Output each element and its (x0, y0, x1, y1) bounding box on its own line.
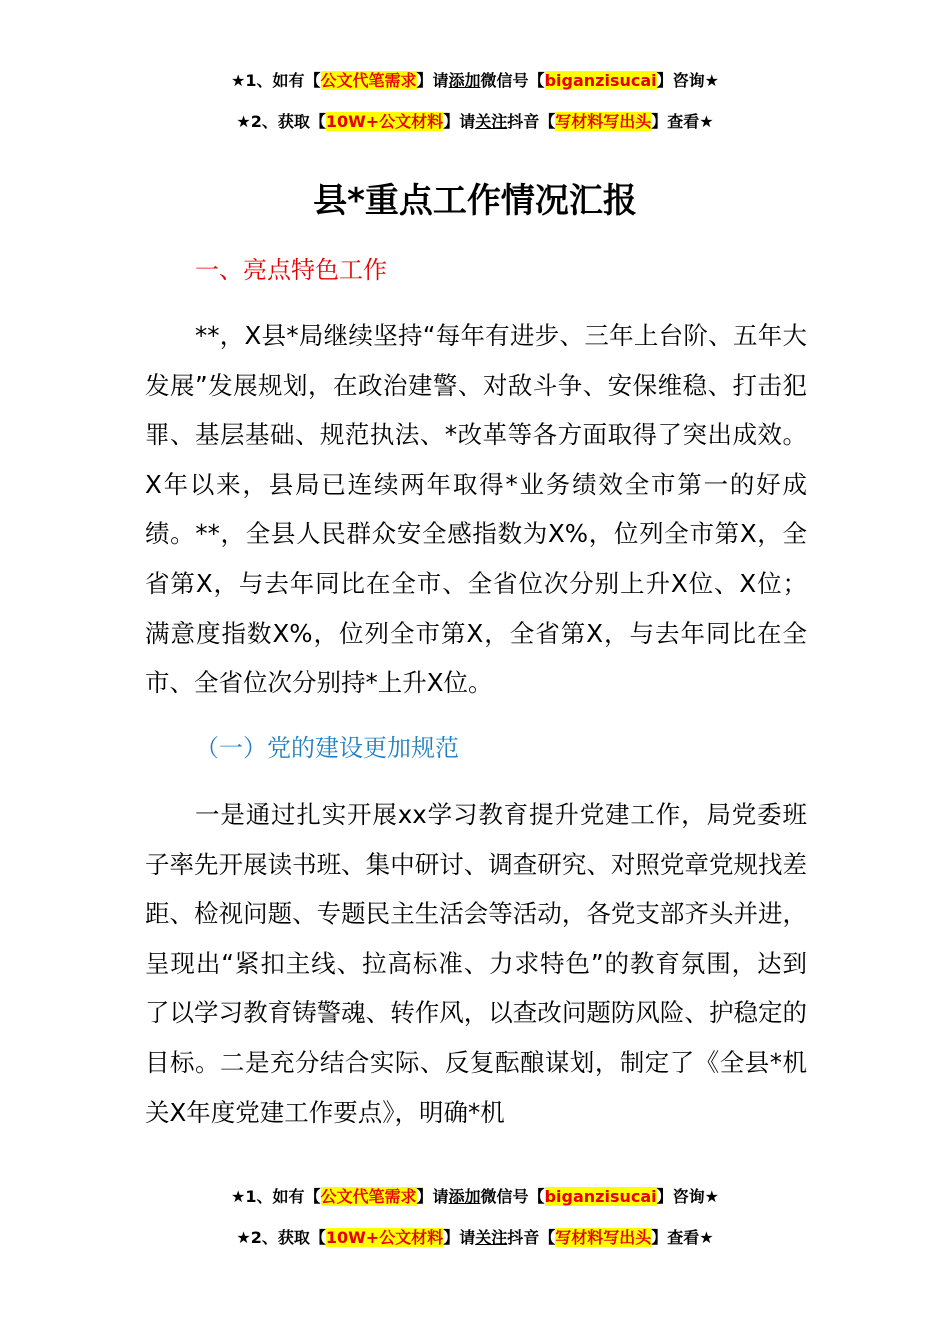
banner-text: ★1、如有【 (231, 71, 321, 90)
banner-highlight: 10W+公文材料 (325, 112, 444, 131)
banner-text: 微信号【 (480, 71, 545, 90)
banner-highlight: 公文代笔需求 (320, 1187, 417, 1206)
banner-highlight: 公文代笔需求 (320, 71, 417, 90)
bottom-banner-line-2 (0, 1227, 950, 1249)
banner-text: 】咨询★ (656, 1187, 719, 1206)
banner-text: 】查看★ (651, 112, 714, 131)
banner-text: 微信号【 (480, 1187, 545, 1206)
banner-highlight: biganzisucai (544, 71, 657, 90)
subsection-paragraph: 一是通过扎实开展xx学习教育提升党建工作，局党委班子率先开展读书班、集中研讨、调查研究、对照党章党规找差距、检视问题、专题民主生活会等活动，各党支部齐头并进，呈现出“紧扣主线、拉高标准、力求特色”的教育氛围，达到了以学习教育铸警魂、转作风，以查改问题防风险、护稳定的目标。二是充分结合实际、反复酝酿谋划，制定了《全县*机关X年度党建工作要点》，明确*机 (145, 800, 807, 1127)
section-paragraph: **，X县*局继续坚持“每年有进步、三年上台阶、五年大发展”发展规划，在政治建警、对敌斗争、安保维稳、打击犯罪、基层基础、规范执法、*改革等各方面取得了突出成效。X年以来，县局已连续两年取得*业务绩效全市第一的好成绩。**，全县人民群众安全感指数为X%，位列全市第X，全省第X，与去年同比在全市、全省位次分别上升X位、X位；满意度指数X%，位列全市第X，全省第X，与去年同比在全市、全省位次分别持*上升X位。 (145, 321, 807, 698)
banner-text: 】请 (416, 71, 449, 90)
banner-underline: 添加 (448, 1187, 481, 1206)
banner-text: 】请 (443, 112, 476, 131)
banner-underline: 关注 (475, 112, 508, 131)
banner-highlight: biganzisucai (544, 1187, 657, 1206)
banner-highlight: 写材料写出头 (555, 112, 652, 131)
top-banner-line-1 (0, 70, 950, 92)
banner-text: 】请 (443, 1228, 476, 1247)
banner-text: 】咨询★ (656, 71, 719, 90)
document-title: 县*重点工作情况汇报 (313, 181, 637, 221)
banner-text: ★1、如有【 (231, 1187, 321, 1206)
banner-text: 】查看★ (651, 1228, 714, 1247)
banner-underline: 添加 (448, 71, 481, 90)
subsection-heading: （一）党的建设更加规范 (195, 734, 459, 762)
banner-text: ★2、获取【 (236, 1228, 326, 1247)
banner-highlight: 写材料写出头 (555, 1228, 652, 1247)
banner-highlight: 10W+公文材料 (325, 1228, 444, 1247)
banner-text: 】请 (416, 1187, 449, 1206)
banner-text: ★2、获取【 (236, 112, 326, 131)
banner-text: 抖音【 (507, 1228, 556, 1247)
banner-text: 抖音【 (507, 112, 556, 131)
bottom-banner-line-1 (0, 1186, 950, 1208)
top-banner-line-2 (0, 111, 950, 133)
section-heading: 一、亮点特色工作 (195, 256, 387, 284)
banner-underline: 关注 (475, 1228, 508, 1247)
